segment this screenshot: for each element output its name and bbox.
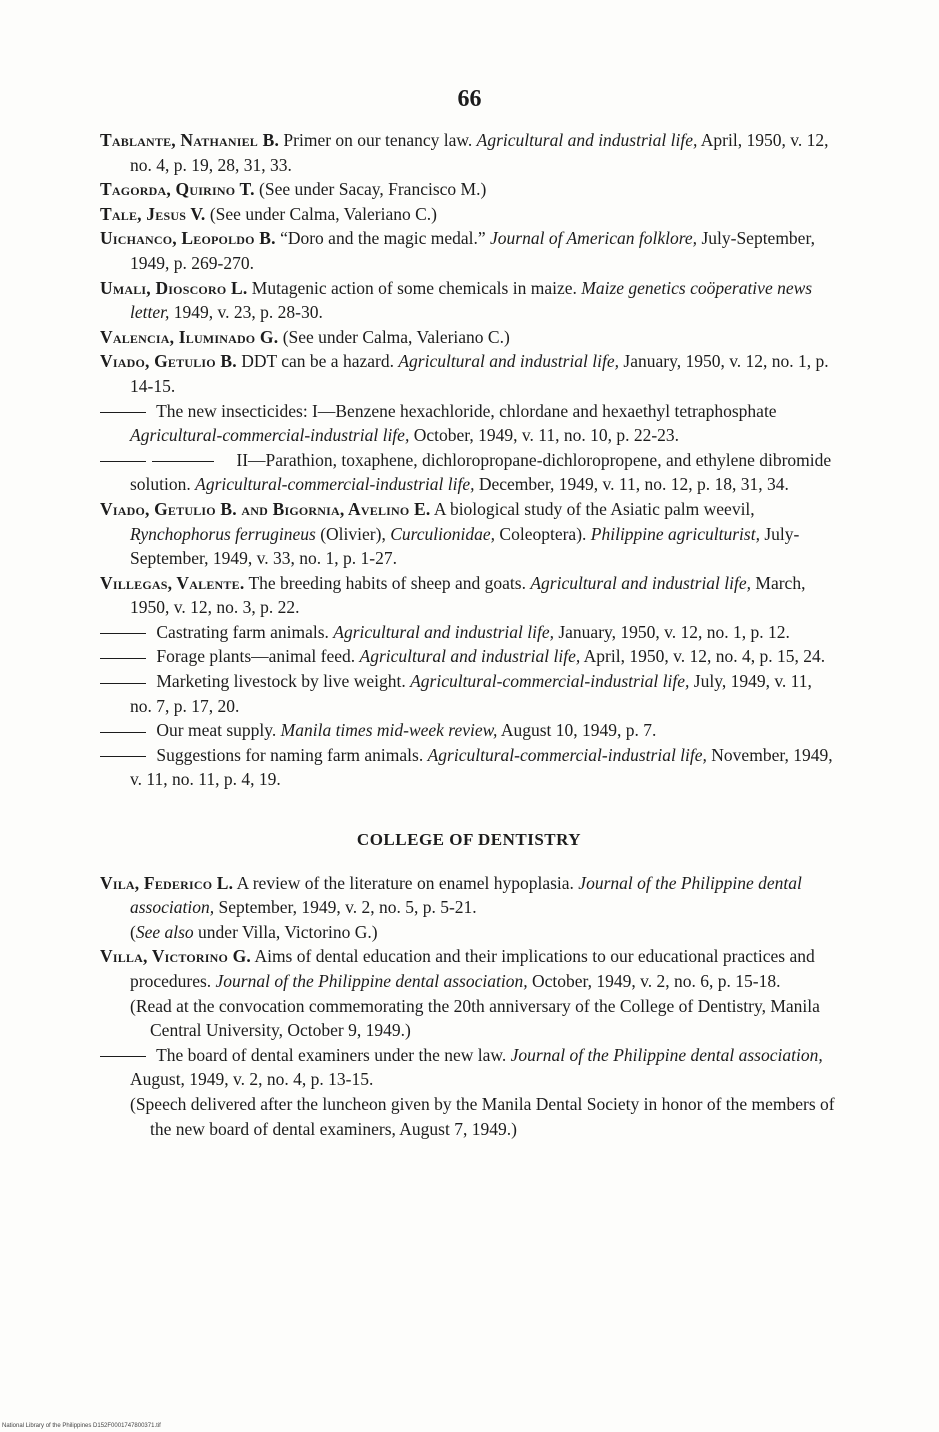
- entry-author: Valencia, Iluminado G.: [100, 326, 279, 347]
- entry-journal: Journal of the Philippine dental association,: [215, 971, 528, 991]
- entry-title: A biological study of the Asiatic palm weevil,: [433, 498, 755, 519]
- family-name: Curculionidae,: [390, 523, 496, 544]
- ditto-rule: [100, 658, 146, 659]
- entry-author: Tale, Jesus V.: [100, 203, 206, 224]
- entry-title: The board of dental examiners under the new law.: [156, 1044, 507, 1065]
- entry-journal: Agricultural and industrial life,: [398, 351, 620, 372]
- entry-journal: Agricultural-commercial-industrial life,: [130, 425, 410, 446]
- entry-title: Castrating farm animals.: [156, 621, 329, 642]
- entry-details: April, 1950, v. 12, no. 4, p. 15, 24.: [583, 646, 826, 667]
- entry-details: January, 1950, v. 12, no. 1, p. 14-15.: [130, 351, 829, 396]
- entry-cross-reference: (See under Calma, Valeriano C.): [209, 203, 437, 224]
- entry-journal: Journal of the Philippine dental association,: [510, 1044, 823, 1065]
- entry-viado-sub-1: [100, 399, 838, 448]
- entry-details: 1949, v. 23, p. 28-30.: [173, 302, 323, 323]
- entry-journal: Agricultural and industrial life,: [333, 621, 554, 642]
- entry-details: March, 1950, v. 12, no. 3, p. 22.: [130, 572, 806, 618]
- entry-author: Tablante, Nathaniel B.: [100, 130, 280, 150]
- entry-villa: [100, 944, 838, 993]
- entry-tablante: [100, 128, 838, 177]
- entry-details: August, 1949, v. 2, no. 4, p. 13-15.: [130, 1069, 374, 1090]
- entry-tale: [100, 202, 838, 227]
- ditto-rule: [100, 732, 146, 733]
- entry-villegas-sub-1: [100, 620, 838, 645]
- entry-title: “Doro and the magic medal.”: [280, 228, 486, 249]
- entry-title: The new insecticides: I—Benzene hexachloride, chlordane and hexaethyl tetraphosphate: [156, 400, 777, 421]
- entry-valencia: [100, 325, 838, 350]
- entry-author: Viado, Getulio B.: [100, 351, 237, 372]
- entry-note: (Speech delivered after the luncheon given by the Manila Dental Society in honor of the members of the new board of dental examiners, August 7, 1949.): [130, 1093, 835, 1139]
- entry-journal: Journal of American folklore,: [490, 228, 698, 249]
- entry-title: The breeding habits of sheep and goats.: [248, 572, 526, 593]
- entry-title: II—Parathion, toxaphene, dichloropropane-dichloropropene, and ethylene dibromide solution.: [130, 449, 832, 495]
- ditto-rule: [100, 756, 146, 757]
- entry-journal: Agricultural and industrial life,: [530, 572, 752, 593]
- entry-journal: Agricultural-commercial-industrial life,: [427, 744, 707, 765]
- entry-journal: Manila times mid-week review,: [280, 720, 498, 741]
- entry-title: Primer on our tenancy law.: [283, 130, 473, 150]
- entry-author: Villa, Victorino G.: [100, 946, 252, 967]
- entry-details: November, 1949, v. 11, no. 11, p. 4, 19.: [130, 744, 833, 790]
- entry-viado-sub-2: [100, 448, 838, 497]
- see-also-label: See also: [135, 921, 194, 942]
- entry-villegas-sub-5: [100, 743, 838, 792]
- ditto-rule: [100, 412, 146, 413]
- see-also-target: under Villa, Victorino G.): [193, 921, 378, 942]
- entry-title: Suggestions for naming farm animals.: [156, 744, 424, 765]
- ditto-rule: [100, 683, 146, 684]
- entry-title: Aims of dental education and their implications to our educational practices and procedures.: [130, 946, 815, 991]
- entry-journal: Agricultural-commercial-industrial life,: [195, 474, 475, 495]
- entry-details: July-September, 1949, p. 269-270.: [130, 228, 815, 273]
- entry-author: Villegas, Valente.: [100, 572, 245, 593]
- ditto-rule: [100, 461, 146, 462]
- entry-viado-bigornia: [100, 497, 838, 571]
- entry-note: (Read at the convocation commemorating the 20th anniversary of the College of Dentistry, Manila Central University, October 9, 1949.): [130, 995, 820, 1041]
- entry-journal: Agricultural-commercial-industrial life,: [410, 671, 690, 692]
- species-name: Rynchophorus ferrugineus: [130, 523, 316, 544]
- entry-journal: Journal of the Philippine dental association,: [130, 872, 802, 918]
- entry-title: Our meat supply.: [156, 720, 277, 741]
- entry-details: August 10, 1949, p. 7.: [500, 720, 657, 741]
- entry-journal: Philippine agriculturist,: [590, 523, 760, 544]
- entry-details: July, 1949, v. 11, no. 7, p. 17, 20.: [130, 671, 812, 716]
- entry-villegas-sub-4: [100, 718, 838, 743]
- entry-umali: [100, 276, 838, 325]
- entry-title-cont: Coleoptera).: [499, 523, 587, 544]
- ditto-rule: [100, 1056, 146, 1057]
- entry-author: Tagorda, Quirino T.: [100, 179, 255, 200]
- entry-details: April, 1950, v. 12, no. 4, p. 19, 28, 31, 33.: [130, 130, 829, 175]
- section-heading: COLLEGE OF DENTISTRY: [356, 830, 582, 850]
- entry-villa-sub-1: [100, 1043, 838, 1092]
- ditto-rule-second: [152, 461, 214, 462]
- bibliography-list: [100, 128, 838, 1141]
- entry-title-cont: (Olivier),: [320, 523, 386, 544]
- page-number: 66: [457, 86, 482, 112]
- entry-details: July-September, 1949, v. 33, no. 1, p. 1-27.: [130, 523, 800, 569]
- entry-journal: Maize genetics coöperative news letter,: [130, 277, 813, 323]
- entry-villegas: [100, 571, 838, 620]
- entry-author: Viado, Getulio B. and Bigornia, Avelino E.: [100, 498, 431, 519]
- entry-title: Marketing livestock by live weight.: [156, 671, 406, 692]
- entry-details: January, 1950, v. 12, no. 1, p. 12.: [558, 621, 790, 642]
- entry-details: October, 1949, v. 11, no. 10, p. 22-23.: [413, 425, 680, 446]
- scan-footer: National Library of the Philippines D152F0001747800371.tif: [2, 1423, 161, 1429]
- entry-see-also: [100, 920, 838, 945]
- entry-cross-reference: (See under Calma, Valeriano C.): [282, 326, 510, 347]
- entry-cross-reference: (See under Sacay, Francisco M.): [259, 179, 487, 200]
- entry-title: Mutagenic action of some chemicals in maize.: [251, 277, 577, 298]
- entry-viado: [100, 349, 838, 398]
- entry-title: DDT can be a hazard.: [241, 351, 394, 372]
- entry-title: A review of the literature on enamel hypoplasia.: [236, 872, 574, 893]
- entry-author: Umali, Dioscoro L.: [100, 277, 248, 298]
- entry-details: September, 1949, v. 2, no. 5, p. 5-21.: [218, 897, 477, 918]
- entry-author: Vila, Federico L.: [100, 872, 234, 893]
- entry-tagorda: [100, 177, 838, 202]
- entry-author: Uichanco, Leopoldo B.: [100, 228, 276, 249]
- entry-vila: [100, 871, 838, 920]
- entry-title: Forage plants—animal feed.: [156, 646, 356, 667]
- entry-villegas-sub-2: [100, 644, 838, 669]
- entry-journal: Agricultural and industrial life,: [476, 130, 698, 150]
- entry-villegas-sub-3: [100, 669, 838, 718]
- ditto-rule: [100, 633, 146, 634]
- entry-journal: Agricultural and industrial life,: [359, 646, 581, 667]
- entry-details: October, 1949, v. 2, no. 6, p. 15-18.: [531, 971, 781, 991]
- see-also-open: (: [130, 921, 136, 942]
- entry-details: December, 1949, v. 11, no. 12, p. 18, 31, 34.: [478, 474, 789, 495]
- entry-uichanco: [100, 226, 838, 275]
